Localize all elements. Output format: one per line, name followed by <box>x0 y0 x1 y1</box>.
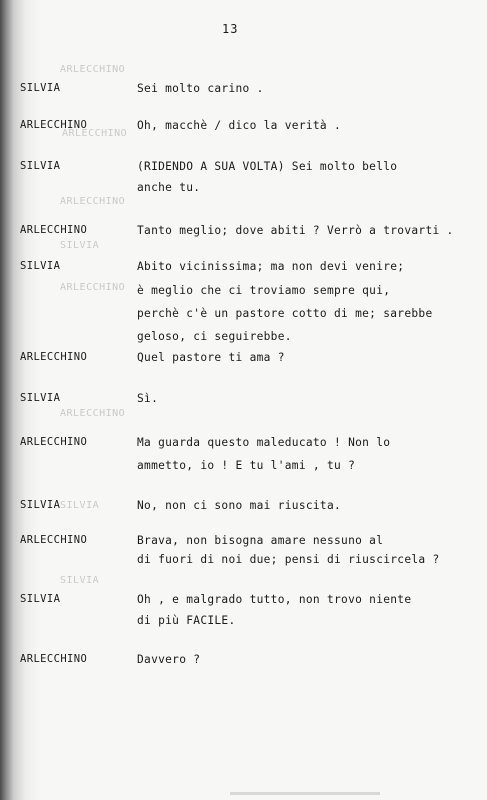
dialogue-line: di più FACILE. <box>137 614 236 627</box>
speaker-name: ARLECCHINO <box>20 436 88 448</box>
speaker-name: SILVIA <box>20 593 61 605</box>
dialogue-line: geloso, ci seguirebbe. <box>137 330 292 343</box>
dialogue-line: Ma guarda questo maleducato ! Non lo <box>137 436 391 449</box>
speaker-name: SILVIA <box>20 392 61 404</box>
dialogue-line: Brava, non bisogna amare nessuno al <box>137 534 384 547</box>
page-bottom-edge <box>230 792 380 795</box>
bleed-through-text: ARLECCHINO <box>60 64 126 75</box>
bleed-through-text: SILVIA <box>60 500 100 511</box>
dialogue-line: anche tu. <box>137 181 201 194</box>
dialogue-line: ammetto, io ! E tu l'ami , tu ? <box>137 459 356 472</box>
bleed-through-text: SILVIA <box>60 240 100 251</box>
dialogue-line: Davvero ? <box>137 653 201 666</box>
speaker-name: SILVIA <box>20 82 61 94</box>
dialogue-line: Quel pastore ti ama ? <box>137 351 285 364</box>
bleed-through-text: ARLECCHINO <box>60 282 126 293</box>
dialogue-line: Tanto meglio; dove abiti ? Verrò a trovarti . <box>137 224 454 237</box>
dialogue-line: No, non ci sono mai riuscita. <box>137 499 342 512</box>
speaker-name: SILVIA <box>20 499 61 511</box>
speaker-name: ARLECCHINO <box>20 224 88 236</box>
page-number: 13 <box>222 22 239 36</box>
bleed-through-text: ARLECCHINO <box>60 408 126 419</box>
dialogue-line: perchè c'è un pastore cotto di me; sarebbe <box>137 307 433 320</box>
dialogue-line: di fuori di noi due; pensi di riuscircela ? <box>137 553 440 566</box>
speaker-name: ARLECCHINO <box>20 119 88 131</box>
speaker-name: ARLECCHINO <box>20 351 88 363</box>
bleed-through-text: ARLECCHINO <box>62 128 128 139</box>
bleed-through-text: SILVIA <box>60 575 100 586</box>
dialogue-line: è meglio che ci troviamo sempre qui, <box>137 284 391 297</box>
speaker-name: ARLECCHINO <box>20 653 88 665</box>
dialogue-line: Oh, macchè / dico la verità . <box>137 119 342 132</box>
dialogue-line: (RIDENDO A SUA VOLTA) Sei molto bello <box>137 160 398 173</box>
bleed-through-text: ARLECCHINO <box>60 196 126 207</box>
speaker-name: SILVIA <box>20 260 61 272</box>
dialogue-line: Sei molto carino . <box>137 82 264 95</box>
speaker-name: ARLECCHINO <box>20 534 88 546</box>
dialogue-line: Oh , e malgrado tutto, non trovo niente <box>137 593 412 606</box>
dialogue-line: Abito vicinissima; ma non devi venire; <box>137 260 405 273</box>
speaker-name: SILVIA <box>20 160 61 172</box>
dialogue-line: Sì. <box>137 392 159 405</box>
